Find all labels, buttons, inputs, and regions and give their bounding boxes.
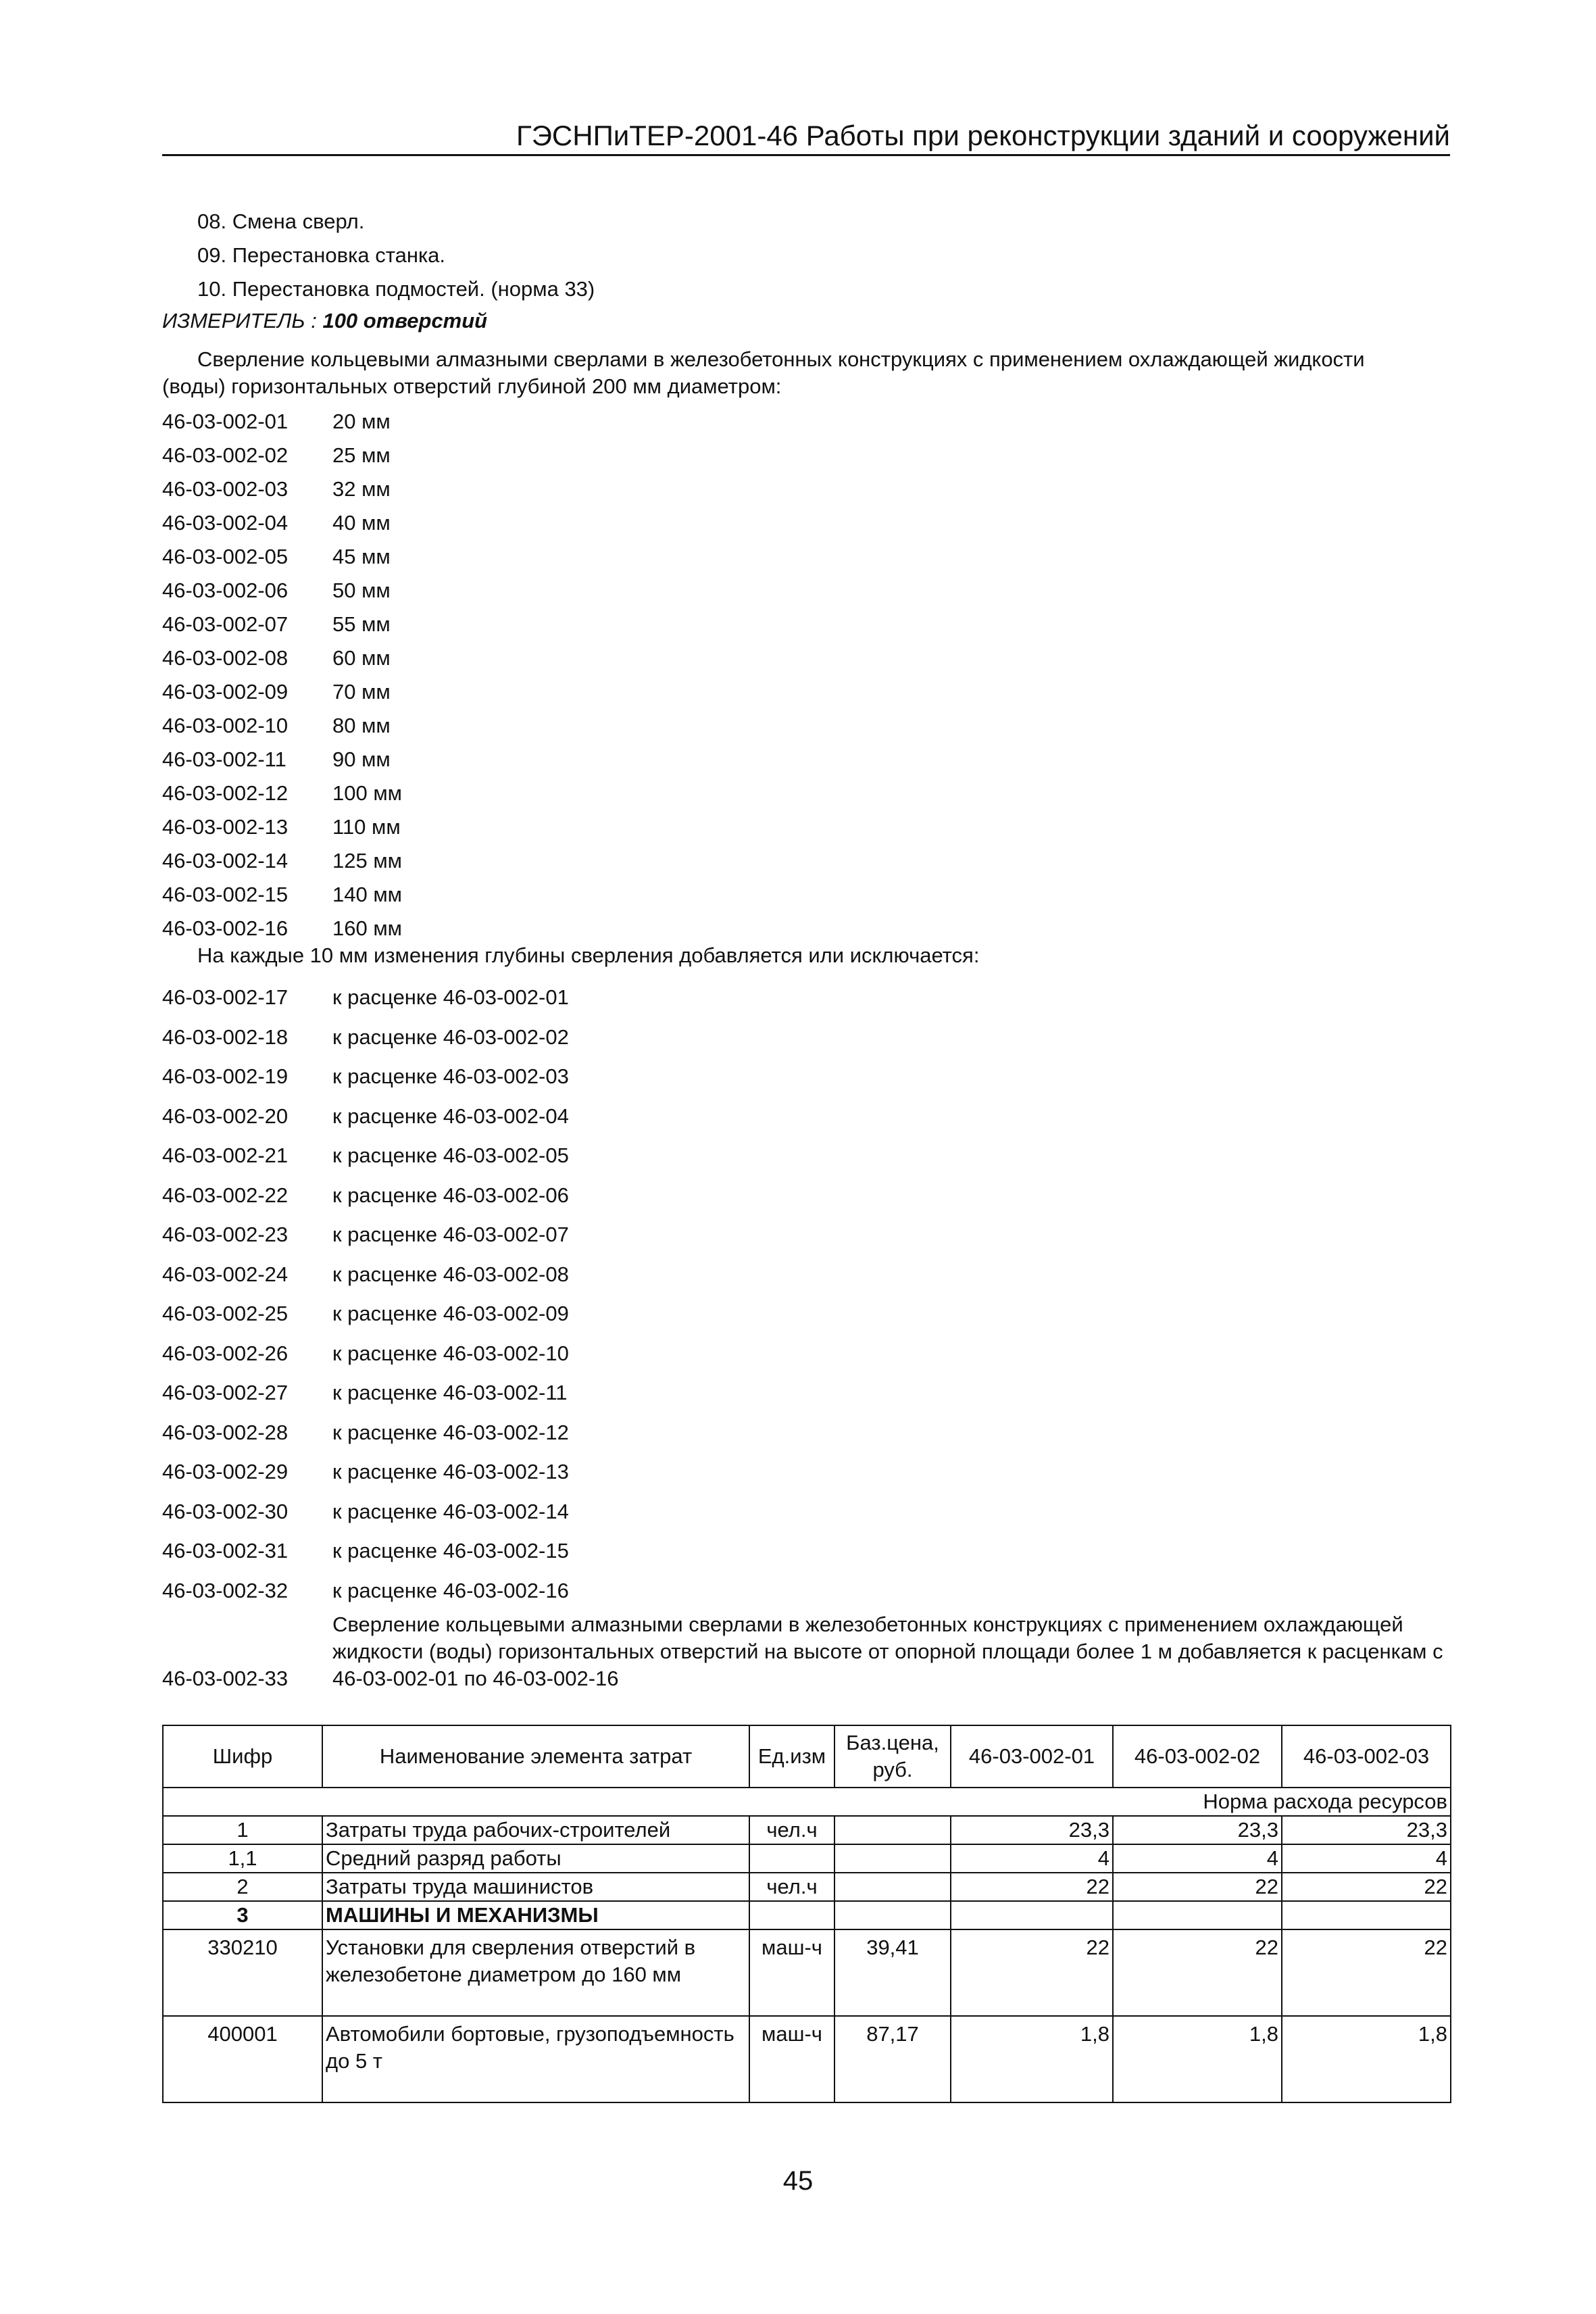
th-name: Наименование элемента затрат [322, 1725, 749, 1788]
diameter-code: 46-03-002-12 [162, 781, 289, 805]
cell-unit: чел.ч [749, 1873, 834, 1901]
cell-norm-01: 4 [951, 1844, 1113, 1873]
diameter-value: 55 мм [332, 612, 391, 636]
cell-unit: маш-ч [749, 1929, 834, 2016]
diameter-code: 46-03-002-05 [162, 545, 289, 568]
table-header-row [163, 1725, 1451, 1788]
cell-price [834, 1816, 951, 1844]
diameter-row [162, 476, 391, 503]
diameter-value: 140 мм [332, 883, 402, 906]
adjustment-value: к расценке 46-03-002-06 [332, 1183, 569, 1207]
diameter-row [162, 442, 391, 469]
adjustment-value: к расценке 46-03-002-09 [332, 1302, 569, 1325]
adjustment-value: к расценке 46-03-002-01 [332, 985, 569, 1009]
diameter-code: 46-03-002-02 [162, 443, 289, 467]
norm-label: Норма расхода ресурсов [163, 1788, 1451, 1816]
diameter-value: 160 мм [332, 916, 402, 940]
adjustment-value: к расценке 46-03-002-07 [332, 1223, 569, 1246]
cell-norm-02: 23,3 [1113, 1816, 1282, 1844]
diameter-row [162, 645, 391, 672]
adjustment-row [162, 1142, 569, 1169]
cell-code: 2 [163, 1873, 322, 1901]
table-row [163, 1901, 1451, 1929]
step-10: 10. Перестановка подмостей. (норма 33) [197, 277, 595, 301]
cell-price: 87,17 [834, 2016, 951, 2102]
adjustment-value: к расценке 46-03-002-12 [332, 1420, 569, 1444]
th-code: Шифр [163, 1725, 322, 1788]
adjustment-value: к расценке 46-03-002-11 [332, 1381, 568, 1404]
adjustment-code: 46-03-002-31 [162, 1539, 289, 1562]
adjustment-code: 46-03-002-21 [162, 1143, 289, 1167]
diameter-row [162, 746, 391, 773]
measure-line [162, 307, 487, 335]
cell-code: 3 [163, 1901, 322, 1929]
measure-label: ИЗМЕРИТЕЛЬ : [162, 309, 317, 333]
diameter-code: 46-03-002-08 [162, 646, 289, 670]
table-row [163, 2016, 1451, 2102]
cell-norm-03 [1282, 1901, 1451, 1929]
adjustment-row [162, 1419, 569, 1446]
adjustment-code: 46-03-002-28 [162, 1420, 289, 1444]
diameter-row [162, 679, 391, 706]
diameter-value: 25 мм [332, 443, 391, 467]
adjustment-row [162, 1498, 569, 1525]
diameter-code: 46-03-002-14 [162, 849, 289, 872]
adjustment-code: 46-03-002-27 [162, 1381, 289, 1404]
adjustment-code: 46-03-002-30 [162, 1499, 289, 1523]
diameter-row [162, 915, 402, 942]
adjustment-code: 46-03-002-25 [162, 1302, 289, 1325]
diameter-code: 46-03-002-15 [162, 883, 289, 906]
adjustment-code: 46-03-002-19 [162, 1064, 289, 1088]
cell-norm-02 [1113, 1901, 1282, 1929]
th-norm-01: 46-03-002-01 [951, 1725, 1113, 1788]
diameter-row [162, 881, 402, 908]
adjustment-code: 46-03-002-24 [162, 1262, 289, 1286]
diameter-row [162, 611, 391, 638]
header-rule [162, 154, 1450, 156]
cell-norm-02: 4 [1113, 1844, 1282, 1873]
diameter-value: 90 мм [332, 747, 391, 771]
diameter-value: 125 мм [332, 849, 402, 872]
adjustment-code: 46-03-002-17 [162, 985, 289, 1009]
cell-norm-03: 1,8 [1282, 2016, 1451, 2102]
cell-price [834, 1901, 951, 1929]
diameter-row [162, 780, 402, 807]
adjustment-code: 46-03-002-26 [162, 1341, 289, 1365]
cell-code: 400001 [163, 2016, 322, 2102]
adjustment-value: к расценке 46-03-002-05 [332, 1143, 569, 1167]
adjustment-row [162, 1103, 569, 1130]
diameter-row [162, 543, 391, 570]
cell-unit [749, 1901, 834, 1929]
running-header: ГЭСНПиТЕР-2001-46 Работы при реконструкции зданий и сооружений [516, 120, 1450, 151]
adjustment-code: 46-03-002-23 [162, 1223, 289, 1246]
adjustment-value: к расценке 46-03-002-08 [332, 1262, 569, 1286]
adjustment-value: к расценке 46-03-002-02 [332, 1025, 569, 1049]
diameter-code: 46-03-002-01 [162, 410, 289, 433]
cell-code: 330210 [163, 1929, 322, 2016]
diameter-code: 46-03-002-09 [162, 680, 289, 704]
diameter-code: 46-03-002-07 [162, 612, 289, 636]
depth-note: На каждые 10 мм изменения глубины сверления добавляется или исключается: [197, 943, 980, 967]
adjustment-row [162, 1458, 569, 1485]
diameter-value: 40 мм [332, 511, 391, 535]
diameter-value: 100 мм [332, 781, 402, 805]
norm-label-row [163, 1788, 1451, 1816]
cell-norm-02: 22 [1113, 1873, 1282, 1901]
adjustment-row [162, 1300, 569, 1327]
th-price: Баз.цена, руб. [834, 1725, 951, 1788]
cell-norm-02: 1,8 [1113, 2016, 1282, 2102]
th-norm-02: 46-03-002-02 [1113, 1725, 1282, 1788]
height-note-code: 46-03-002-33 [162, 1667, 289, 1690]
cell-norm-01: 1,8 [951, 2016, 1113, 2102]
page-number: 45 [782, 2166, 814, 2196]
cell-unit: чел.ч [749, 1816, 834, 1844]
cell-price: 39,41 [834, 1929, 951, 2016]
cell-code: 1,1 [163, 1844, 322, 1873]
diameter-row [162, 712, 391, 739]
adjustment-row [162, 984, 569, 1011]
diameter-row [162, 510, 391, 537]
table-row [163, 1844, 1451, 1873]
adjustment-row [162, 1063, 569, 1090]
diameter-row [162, 814, 401, 841]
adjustment-row [162, 1182, 569, 1209]
cell-norm-01: 22 [951, 1873, 1113, 1901]
diameter-code: 46-03-002-03 [162, 477, 289, 501]
adjustment-value: к расценке 46-03-002-13 [332, 1460, 569, 1483]
cell-name: Затраты труда машинистов [322, 1873, 749, 1901]
diameter-code: 46-03-002-10 [162, 714, 289, 737]
diameter-row [162, 408, 391, 435]
cell-unit [749, 1844, 834, 1873]
cell-norm-01: 22 [951, 1929, 1113, 2016]
adjustment-code: 46-03-002-22 [162, 1183, 289, 1207]
diameter-value: 60 мм [332, 646, 391, 670]
cell-price [834, 1844, 951, 1873]
cell-norm-03: 22 [1282, 1873, 1451, 1901]
table-row [163, 1929, 1451, 2016]
th-unit: Ед.изм [749, 1725, 834, 1788]
adjustment-value: к расценке 46-03-002-03 [332, 1064, 569, 1088]
diameter-row [162, 577, 391, 604]
adjustment-value: к расценке 46-03-002-16 [332, 1578, 569, 1602]
table-body [163, 1816, 1451, 2102]
cell-name: МАШИНЫ И МЕХАНИЗМЫ [322, 1901, 749, 1929]
diameter-value: 20 мм [332, 410, 391, 433]
step-09: 09. Перестановка станка. [197, 243, 446, 267]
diameter-value: 80 мм [332, 714, 391, 737]
diameter-value: 110 мм [332, 815, 401, 839]
step-08: 08. Смена сверл. [197, 210, 365, 233]
adjustment-row [162, 1577, 569, 1604]
adjustment-code: 46-03-002-29 [162, 1460, 289, 1483]
adjustment-row [162, 1340, 569, 1367]
cell-norm-02: 22 [1113, 1929, 1282, 2016]
cell-name: Затраты труда рабочих-строителей [322, 1816, 749, 1844]
height-note-text: Сверление кольцевыми алмазными сверлами в железобетонных конструкциях с применением охлаждающей жидкости (воды) горизонтальных отверстий на высоте от опорной площади более 1 м добавляется к расценкам с 46-03-002-01 по 46-03-002-16 [332, 1613, 1443, 1690]
diameter-code: 46-03-002-04 [162, 511, 289, 535]
adjustment-code: 46-03-002-20 [162, 1104, 289, 1128]
table-row [163, 1873, 1451, 1901]
adjustment-row [162, 1537, 569, 1565]
adjustment-value: к расценке 46-03-002-14 [332, 1499, 569, 1523]
cell-price [834, 1873, 951, 1901]
adjustment-row [162, 1221, 569, 1248]
th-norm-03: 46-03-002-03 [1282, 1725, 1451, 1788]
resource-table [162, 1725, 1451, 2103]
diameter-value: 70 мм [332, 680, 391, 704]
adjustment-row [162, 1024, 569, 1051]
cell-name: Установки для сверления отверстий в железобетоне диаметром до 160 мм [322, 1929, 749, 2016]
cell-norm-03: 23,3 [1282, 1816, 1451, 1844]
diameter-code: 46-03-002-11 [162, 747, 286, 771]
cell-name: Средний разряд работы [322, 1844, 749, 1873]
adjustment-value: к расценке 46-03-002-10 [332, 1341, 569, 1365]
cell-unit: маш-ч [749, 2016, 834, 2102]
cell-norm-03: 4 [1282, 1844, 1451, 1873]
measure-value: 100 отверстий [322, 309, 488, 333]
diameter-code: 46-03-002-13 [162, 815, 289, 839]
adjustment-value: к расценке 46-03-002-04 [332, 1104, 569, 1128]
adjustment-code: 46-03-002-18 [162, 1025, 289, 1049]
adjustment-value: к расценке 46-03-002-15 [332, 1539, 569, 1562]
cell-name: Автомобили бортовые, грузоподъемность до 5 т [322, 2016, 749, 2102]
adjustment-row [162, 1261, 569, 1288]
diameter-code: 46-03-002-16 [162, 916, 289, 940]
cell-norm-03: 22 [1282, 1929, 1451, 2016]
diameter-row [162, 847, 402, 875]
diameter-value: 32 мм [332, 477, 391, 501]
cell-norm-01 [951, 1901, 1113, 1929]
cell-norm-01: 23,3 [951, 1816, 1113, 1844]
diameter-value: 45 мм [332, 545, 391, 568]
cell-code: 1 [163, 1816, 322, 1844]
diameter-value: 50 мм [332, 578, 391, 602]
diameter-code: 46-03-002-06 [162, 578, 289, 602]
adjustment-code: 46-03-002-32 [162, 1578, 289, 1602]
adjustment-row [162, 1379, 568, 1406]
table-row [163, 1816, 1451, 1844]
intro-paragraph: Сверление кольцевыми алмазными сверлами в железобетонных конструкциях с применением охлаждающей жидкости (воды) горизонтальных отверстий глубиной 200 мм диаметром: [162, 347, 1365, 398]
